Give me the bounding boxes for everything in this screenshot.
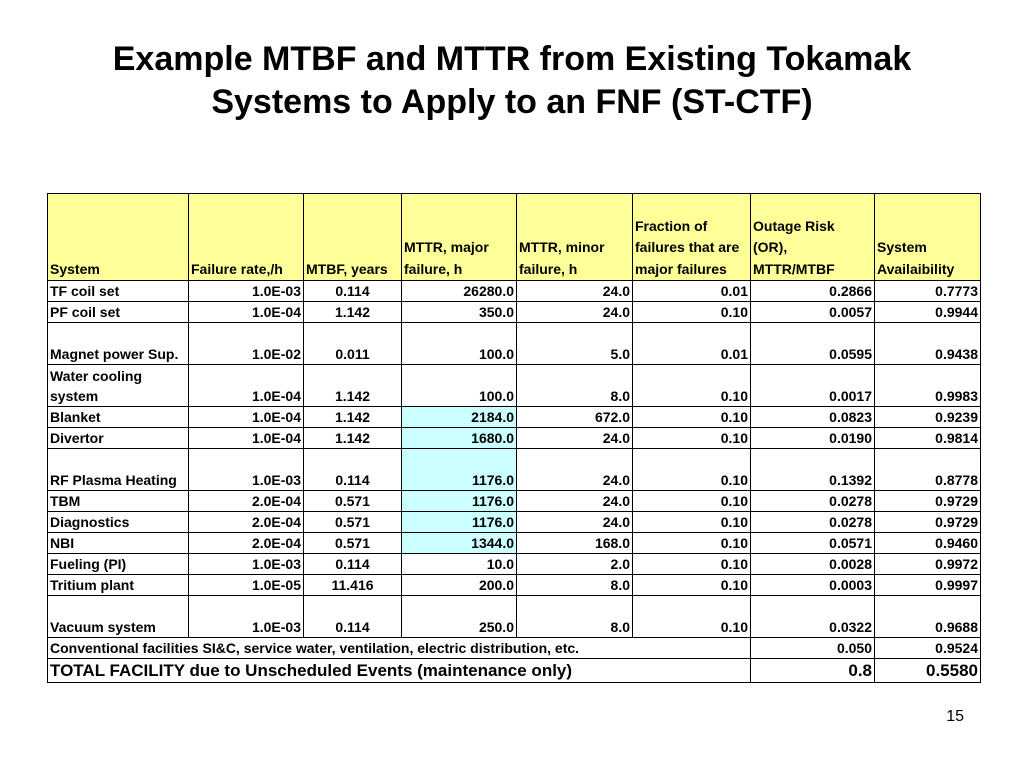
cell-fraction-major: 0.10 bbox=[633, 575, 751, 596]
cell-mttr-major: 100.0 bbox=[402, 323, 517, 365]
header-system: System bbox=[48, 194, 189, 281]
cell-mttr-major: 1344.0 bbox=[402, 533, 517, 554]
cell-availability: 0.7773 bbox=[875, 281, 981, 302]
table-row bbox=[48, 512, 981, 533]
cell-fraction-major: 0.10 bbox=[633, 449, 751, 491]
cell-mttr-minor: 168.0 bbox=[517, 533, 633, 554]
slide-title: Example MTBF and MTTR from Existing Tokamak Systems to Apply to an FNF (ST-CTF) bbox=[112, 40, 912, 121]
cell-mttr-major: 10.0 bbox=[402, 554, 517, 575]
total-label: TOTAL FACILITY due to Unscheduled Events (maintenance only) bbox=[48, 659, 751, 683]
header-outage-risk: Outage Risk (OR), MTTR/MTBF bbox=[751, 194, 875, 281]
cell-mttr-major: 1176.0 bbox=[402, 512, 517, 533]
cell-availability: 0.9239 bbox=[875, 407, 981, 428]
cell-system: Divertor bbox=[48, 428, 189, 449]
cell-fraction-major: 0.10 bbox=[633, 533, 751, 554]
table-row bbox=[48, 281, 981, 302]
cell-failure-rate: 2.0E-04 bbox=[189, 512, 304, 533]
cell-availability: 0.9729 bbox=[875, 512, 981, 533]
cell-failure-rate: 2.0E-04 bbox=[189, 491, 304, 512]
conventional-availability: 0.9524 bbox=[875, 638, 981, 659]
cell-failure-rate: 1.0E-04 bbox=[189, 407, 304, 428]
cell-mttr-minor: 24.0 bbox=[517, 428, 633, 449]
cell-availability: 0.9688 bbox=[875, 596, 981, 638]
cell-mttr-minor: 24.0 bbox=[517, 512, 633, 533]
cell-mttr-major: 1176.0 bbox=[402, 449, 517, 491]
cell-mtbf: 11.416 bbox=[304, 575, 402, 596]
cell-system: Tritium plant bbox=[48, 575, 189, 596]
table-row bbox=[48, 596, 981, 638]
header-fraction-major: Fraction of failures that are major failures bbox=[633, 194, 751, 281]
total-outage-risk: 0.8 bbox=[751, 659, 875, 683]
cell-availability: 0.9983 bbox=[875, 365, 981, 407]
cell-mtbf: 0.571 bbox=[304, 533, 402, 554]
cell-failure-rate: 1.0E-04 bbox=[189, 428, 304, 449]
header-failure-rate: Failure rate,/h bbox=[189, 194, 304, 281]
cell-mtbf: 0.571 bbox=[304, 491, 402, 512]
conventional-label: Conventional facilities SI&C, service water, ventilation, electric distribution, etc. bbox=[48, 638, 751, 659]
cell-fraction-major: 0.01 bbox=[633, 281, 751, 302]
cell-fraction-major: 0.10 bbox=[633, 302, 751, 323]
cell-mtbf: 1.142 bbox=[304, 302, 402, 323]
cell-mtbf: 0.114 bbox=[304, 596, 402, 638]
cell-mtbf: 1.142 bbox=[304, 407, 402, 428]
cell-mttr-major: 100.0 bbox=[402, 365, 517, 407]
cell-failure-rate: 1.0E-03 bbox=[189, 449, 304, 491]
cell-system: TBM bbox=[48, 491, 189, 512]
cell-failure-rate: 1.0E-03 bbox=[189, 596, 304, 638]
cell-mtbf: 0.114 bbox=[304, 449, 402, 491]
cell-availability: 0.8778 bbox=[875, 449, 981, 491]
cell-fraction-major: 0.10 bbox=[633, 554, 751, 575]
cell-mttr-minor: 24.0 bbox=[517, 302, 633, 323]
cell-system: Water cooling system bbox=[48, 365, 189, 407]
table-row bbox=[48, 302, 981, 323]
cell-outage-risk: 0.0057 bbox=[751, 302, 875, 323]
cell-mtbf: 1.142 bbox=[304, 365, 402, 407]
cell-system: RF Plasma Heating bbox=[48, 449, 189, 491]
table-row bbox=[48, 491, 981, 512]
page-number: 15 bbox=[946, 708, 964, 725]
cell-mttr-major: 350.0 bbox=[402, 302, 517, 323]
cell-outage-risk: 0.0571 bbox=[751, 533, 875, 554]
cell-system: PF coil set bbox=[48, 302, 189, 323]
cell-availability: 0.9944 bbox=[875, 302, 981, 323]
cell-availability: 0.9460 bbox=[875, 533, 981, 554]
cell-mttr-major: 200.0 bbox=[402, 575, 517, 596]
cell-outage-risk: 0.1392 bbox=[751, 449, 875, 491]
cell-system: Magnet power Sup. bbox=[48, 323, 189, 365]
table-row bbox=[48, 533, 981, 554]
cell-failure-rate: 2.0E-04 bbox=[189, 533, 304, 554]
cell-failure-rate: 1.0E-03 bbox=[189, 281, 304, 302]
cell-mttr-minor: 24.0 bbox=[517, 449, 633, 491]
cell-outage-risk: 0.0595 bbox=[751, 323, 875, 365]
cell-mttr-minor: 672.0 bbox=[517, 407, 633, 428]
table-row bbox=[48, 407, 981, 428]
cell-failure-rate: 1.0E-02 bbox=[189, 323, 304, 365]
cell-availability: 0.9814 bbox=[875, 428, 981, 449]
cell-outage-risk: 0.0322 bbox=[751, 596, 875, 638]
cell-outage-risk: 0.0190 bbox=[751, 428, 875, 449]
table-row bbox=[48, 449, 981, 491]
table-row bbox=[48, 575, 981, 596]
cell-fraction-major: 0.10 bbox=[633, 491, 751, 512]
cell-system: Vacuum system bbox=[48, 596, 189, 638]
cell-failure-rate: 1.0E-03 bbox=[189, 554, 304, 575]
cell-outage-risk: 0.0278 bbox=[751, 491, 875, 512]
cell-mttr-minor: 8.0 bbox=[517, 365, 633, 407]
header-availability: System Availaibility bbox=[875, 194, 981, 281]
cell-mttr-minor: 2.0 bbox=[517, 554, 633, 575]
table-row bbox=[48, 323, 981, 365]
cell-mttr-minor: 24.0 bbox=[517, 281, 633, 302]
cell-outage-risk: 0.0003 bbox=[751, 575, 875, 596]
cell-failure-rate: 1.0E-04 bbox=[189, 302, 304, 323]
header-mttr-minor: MTTR, minor failure, h bbox=[517, 194, 633, 281]
cell-mtbf: 1.142 bbox=[304, 428, 402, 449]
mtbf-mttr-table bbox=[47, 193, 981, 683]
cell-mtbf: 0.011 bbox=[304, 323, 402, 365]
cell-outage-risk: 0.2866 bbox=[751, 281, 875, 302]
cell-fraction-major: 0.10 bbox=[633, 512, 751, 533]
cell-failure-rate: 1.0E-05 bbox=[189, 575, 304, 596]
cell-mttr-major: 1680.0 bbox=[402, 428, 517, 449]
cell-mttr-minor: 8.0 bbox=[517, 575, 633, 596]
table-row bbox=[48, 365, 981, 407]
cell-fraction-major: 0.10 bbox=[633, 596, 751, 638]
cell-outage-risk: 0.0278 bbox=[751, 512, 875, 533]
total-row bbox=[48, 659, 981, 683]
cell-mttr-minor: 8.0 bbox=[517, 596, 633, 638]
total-availability: 0.5580 bbox=[875, 659, 981, 683]
table-row bbox=[48, 554, 981, 575]
cell-availability: 0.9438 bbox=[875, 323, 981, 365]
cell-outage-risk: 0.0823 bbox=[751, 407, 875, 428]
cell-mttr-minor: 24.0 bbox=[517, 491, 633, 512]
cell-availability: 0.9972 bbox=[875, 554, 981, 575]
cell-fraction-major: 0.10 bbox=[633, 428, 751, 449]
header-row bbox=[48, 194, 981, 281]
cell-system: NBI bbox=[48, 533, 189, 554]
cell-mtbf: 0.114 bbox=[304, 281, 402, 302]
cell-mtbf: 0.114 bbox=[304, 554, 402, 575]
cell-availability: 0.9729 bbox=[875, 491, 981, 512]
cell-mtbf: 0.571 bbox=[304, 512, 402, 533]
cell-system: TF coil set bbox=[48, 281, 189, 302]
cell-system: Blanket bbox=[48, 407, 189, 428]
cell-fraction-major: 0.10 bbox=[633, 407, 751, 428]
cell-outage-risk: 0.0028 bbox=[751, 554, 875, 575]
cell-fraction-major: 0.10 bbox=[633, 365, 751, 407]
cell-mttr-minor: 5.0 bbox=[517, 323, 633, 365]
cell-fraction-major: 0.01 bbox=[633, 323, 751, 365]
conventional-row bbox=[48, 638, 981, 659]
header-mttr-major: MTTR, major failure, h bbox=[402, 194, 517, 281]
cell-mttr-major: 1176.0 bbox=[402, 491, 517, 512]
cell-mttr-major: 250.0 bbox=[402, 596, 517, 638]
cell-failure-rate: 1.0E-04 bbox=[189, 365, 304, 407]
cell-availability: 0.9997 bbox=[875, 575, 981, 596]
cell-outage-risk: 0.0017 bbox=[751, 365, 875, 407]
cell-mttr-major: 26280.0 bbox=[402, 281, 517, 302]
cell-system: Diagnostics bbox=[48, 512, 189, 533]
cell-system: Fueling (PI) bbox=[48, 554, 189, 575]
header-mtbf: MTBF, years bbox=[304, 194, 402, 281]
table-row bbox=[48, 428, 981, 449]
conventional-outage-risk: 0.050 bbox=[751, 638, 875, 659]
cell-mttr-major: 2184.0 bbox=[402, 407, 517, 428]
